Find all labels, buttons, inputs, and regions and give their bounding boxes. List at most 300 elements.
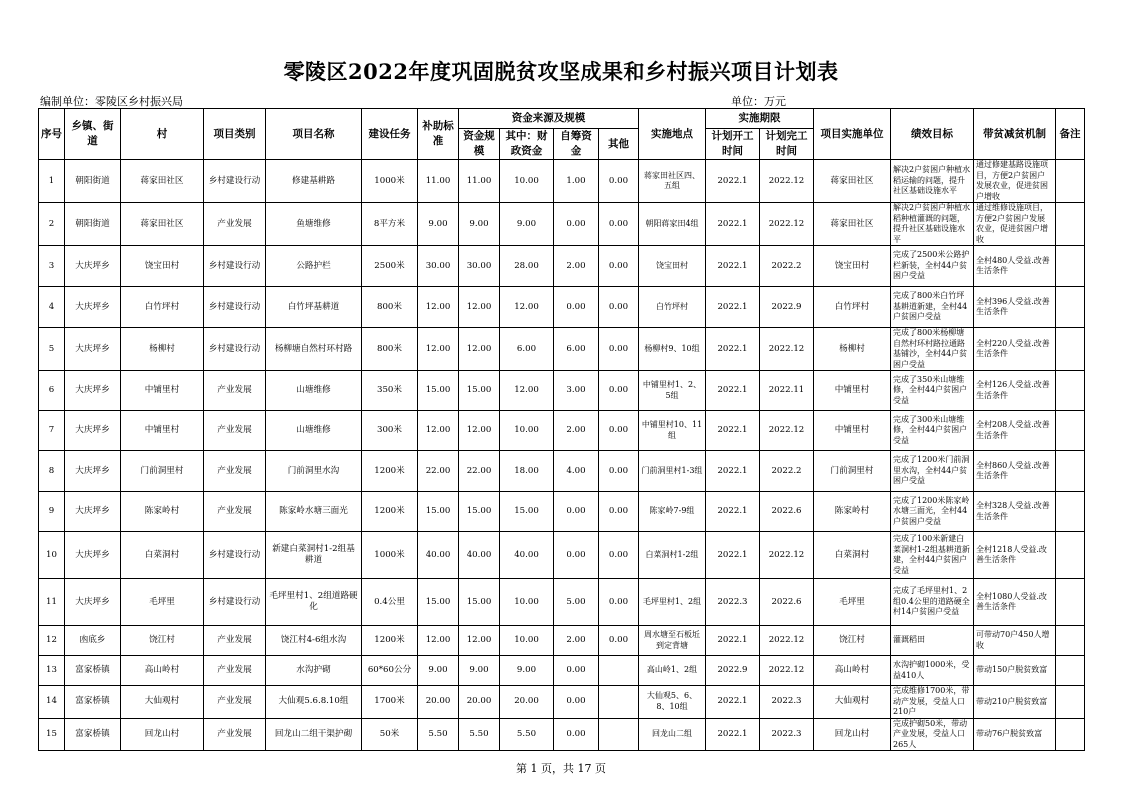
cell-fund-self: 2.00 bbox=[554, 626, 599, 656]
cell-site: 蒋家田社区四、五组 bbox=[639, 160, 706, 203]
cell-unit-impl: 蒋家田社区 bbox=[814, 203, 891, 246]
cell-fund-other bbox=[599, 656, 639, 686]
cell-end: 2022.12 bbox=[760, 328, 814, 371]
header-funds-group: 资金来源及规模 bbox=[459, 109, 639, 129]
cell-unit-impl: 陈家岭村 bbox=[814, 492, 891, 532]
cell-start: 2022.1 bbox=[706, 371, 760, 411]
cell-fund-fin: 10.00 bbox=[500, 579, 554, 626]
cell-name: 公路护栏 bbox=[266, 246, 362, 287]
cell-village: 陈家岭村 bbox=[121, 492, 204, 532]
table-row bbox=[39, 328, 1085, 371]
cell-fund-fin: 20.00 bbox=[500, 686, 554, 719]
cell-type: 乡村建设行动 bbox=[204, 160, 266, 203]
cell-site: 饶宝田村 bbox=[639, 246, 706, 287]
table-row bbox=[39, 492, 1085, 532]
page-title: 零陵区2022年度巩固脱贫攻坚成果和乡村振兴项目计划表 bbox=[283, 59, 839, 84]
cell-name: 毛坪里村1、2组道路硬化 bbox=[266, 579, 362, 626]
cell-fund-fin: 10.00 bbox=[500, 411, 554, 451]
cell-fund-self: 2.00 bbox=[554, 411, 599, 451]
cell-fund-total: 15.00 bbox=[459, 371, 500, 411]
header-fund-other: 其他 bbox=[599, 129, 639, 160]
cell-site: 大仙观5、6、8、10组 bbox=[639, 686, 706, 719]
cell-mech: 全村396人受益.改善生活条件 bbox=[974, 287, 1056, 328]
cell-task: 1700米 bbox=[362, 686, 418, 719]
cell-goal: 解决2户贫困户种植水稻运输的问题，提升社区基础设施水平 bbox=[891, 160, 974, 203]
cell-end: 2022.12 bbox=[760, 656, 814, 686]
cell-fund-self: 0.00 bbox=[554, 492, 599, 532]
cell-fund-total: 12.00 bbox=[459, 626, 500, 656]
cell-fund-total: 20.00 bbox=[459, 686, 500, 719]
cell-end: 2022.6 bbox=[760, 579, 814, 626]
cell-unit-impl: 高山岭村 bbox=[814, 656, 891, 686]
cell-fund-total: 9.00 bbox=[459, 656, 500, 686]
cell-name: 新建白菜洞村1-2组基耕道 bbox=[266, 532, 362, 579]
cell-task: 2500米 bbox=[362, 246, 418, 287]
cell-end: 2022.3 bbox=[760, 686, 814, 719]
cell-type: 乡村建设行动 bbox=[204, 287, 266, 328]
cell-goal: 完成了1200米陈家岭水塘三面光，全村44户贫困户受益 bbox=[891, 492, 974, 532]
cell-town: 大庆坪乡 bbox=[65, 532, 121, 579]
table-row bbox=[39, 451, 1085, 492]
cell-name: 陈家岭水塘三面光 bbox=[266, 492, 362, 532]
cell-fund-fin: 6.00 bbox=[500, 328, 554, 371]
table-row bbox=[39, 371, 1085, 411]
header-note: 备注 bbox=[1056, 109, 1085, 160]
cell-seq: 14 bbox=[39, 686, 65, 719]
table-row bbox=[39, 411, 1085, 451]
cell-note bbox=[1056, 579, 1085, 626]
cell-unit-impl: 蒋家田社区 bbox=[814, 160, 891, 203]
header-type: 项目类别 bbox=[204, 109, 266, 160]
cell-start: 2022.1 bbox=[706, 718, 760, 751]
header-site: 实施地点 bbox=[639, 109, 706, 160]
cell-village: 饶江村 bbox=[121, 626, 204, 656]
cell-name: 修建基耕路 bbox=[266, 160, 362, 203]
cell-start: 2022.1 bbox=[706, 532, 760, 579]
cell-fund-self: 6.00 bbox=[554, 328, 599, 371]
cell-start: 2022.1 bbox=[706, 626, 760, 656]
cell-fund-total: 11.00 bbox=[459, 160, 500, 203]
cell-fund-other bbox=[599, 718, 639, 751]
cell-subsidy: 9.00 bbox=[418, 656, 459, 686]
cell-fund-fin: 12.00 bbox=[500, 287, 554, 328]
cell-end: 2022.6 bbox=[760, 492, 814, 532]
cell-fund-self: 3.00 bbox=[554, 371, 599, 411]
cell-site: 中铺里村1、2、5组 bbox=[639, 371, 706, 411]
cell-fund-other: 0.00 bbox=[599, 287, 639, 328]
cell-task: 800米 bbox=[362, 287, 418, 328]
cell-goal: 完成了800米白竹坪基耕道新建，全村44户贫困户受益 bbox=[891, 287, 974, 328]
cell-end: 2022.2 bbox=[760, 451, 814, 492]
cell-fund-total: 5.50 bbox=[459, 718, 500, 751]
table-row bbox=[39, 656, 1085, 686]
cell-subsidy: 9.00 bbox=[418, 203, 459, 246]
cell-mech: 全村480人受益.改善生活条件 bbox=[974, 246, 1056, 287]
cell-end: 2022.12 bbox=[760, 626, 814, 656]
cell-unit-impl: 大仙观村 bbox=[814, 686, 891, 719]
cell-start: 2022.1 bbox=[706, 686, 760, 719]
cell-type: 产业发展 bbox=[204, 656, 266, 686]
cell-town: 朝阳街道 bbox=[65, 203, 121, 246]
cell-fund-self: 0.00 bbox=[554, 686, 599, 719]
cell-subsidy: 12.00 bbox=[418, 328, 459, 371]
cell-goal: 完成了300米山塘维修，全村44户贫困户受益 bbox=[891, 411, 974, 451]
cell-task: 350米 bbox=[362, 371, 418, 411]
cell-name: 杨柳塘自然村环村路 bbox=[266, 328, 362, 371]
cell-unit-impl: 毛坪里 bbox=[814, 579, 891, 626]
cell-fund-fin: 5.50 bbox=[500, 718, 554, 751]
cell-end: 2022.12 bbox=[760, 203, 814, 246]
cell-unit-impl: 中铺里村 bbox=[814, 411, 891, 451]
cell-village: 白竹坪村 bbox=[121, 287, 204, 328]
cell-subsidy: 15.00 bbox=[418, 492, 459, 532]
cell-fund-self: 0.00 bbox=[554, 287, 599, 328]
cell-village: 高山岭村 bbox=[121, 656, 204, 686]
cell-note bbox=[1056, 718, 1085, 751]
cell-type: 产业发展 bbox=[204, 371, 266, 411]
table-row bbox=[39, 203, 1085, 246]
cell-fund-other bbox=[599, 686, 639, 719]
cell-unit-impl: 门前洞里村 bbox=[814, 451, 891, 492]
cell-site: 高山岭1、2组 bbox=[639, 656, 706, 686]
header-goal: 绩效目标 bbox=[891, 109, 974, 160]
cell-town: 大庆坪乡 bbox=[65, 492, 121, 532]
table-row bbox=[39, 579, 1085, 626]
cell-unit-impl: 回龙山村 bbox=[814, 718, 891, 751]
cell-end: 2022.12 bbox=[760, 532, 814, 579]
header-start: 计划开工时间 bbox=[706, 129, 760, 160]
cell-village: 回龙山村 bbox=[121, 718, 204, 751]
header-mech: 带贫减贫机制 bbox=[974, 109, 1056, 160]
header-subsidy: 补助标准 bbox=[418, 109, 459, 160]
cell-note bbox=[1056, 492, 1085, 532]
header-village: 村 bbox=[121, 109, 204, 160]
cell-site: 毛坪里村1、2组 bbox=[639, 579, 706, 626]
cell-task: 1000米 bbox=[362, 532, 418, 579]
cell-site: 白菜洞村1-2组 bbox=[639, 532, 706, 579]
cell-subsidy: 5.50 bbox=[418, 718, 459, 751]
cell-note bbox=[1056, 411, 1085, 451]
cell-fund-total: 15.00 bbox=[459, 492, 500, 532]
cell-task: 300米 bbox=[362, 411, 418, 451]
cell-mech: 通过修建基路设施项目，方便2户贫困户发展农业，促进贫困户增收 bbox=[974, 160, 1056, 203]
cell-mech: 带动150户脱贫致富 bbox=[974, 656, 1056, 686]
cell-site: 白竹坪村 bbox=[639, 287, 706, 328]
cell-subsidy: 12.00 bbox=[418, 626, 459, 656]
cell-type: 产业发展 bbox=[204, 492, 266, 532]
header-fund-total: 资金规模 bbox=[459, 129, 500, 160]
cell-mech: 全村328人受益.改善生活条件 bbox=[974, 492, 1056, 532]
cell-village: 杨柳村 bbox=[121, 328, 204, 371]
cell-seq: 4 bbox=[39, 287, 65, 328]
cell-fund-other: 0.00 bbox=[599, 579, 639, 626]
cell-end: 2022.2 bbox=[760, 246, 814, 287]
cell-goal: 解决2户贫困户种植水稻种植灌溉的问题，提升社区基础设施水平 bbox=[891, 203, 974, 246]
cell-start: 2022.1 bbox=[706, 328, 760, 371]
cell-name: 鱼塘维修 bbox=[266, 203, 362, 246]
cell-mech: 全村860人受益.改善生活条件 bbox=[974, 451, 1056, 492]
cell-fund-fin: 15.00 bbox=[500, 492, 554, 532]
cell-seq: 13 bbox=[39, 656, 65, 686]
cell-start: 2022.1 bbox=[706, 160, 760, 203]
cell-site: 朝阳蒋家田4组 bbox=[639, 203, 706, 246]
cell-town: 富家桥镇 bbox=[65, 686, 121, 719]
cell-fund-self: 0.00 bbox=[554, 203, 599, 246]
cell-town: 富家桥镇 bbox=[65, 656, 121, 686]
cell-type: 乡村建设行动 bbox=[204, 328, 266, 371]
cell-goal: 完成了350米山塘维修，全村44户贫困户受益 bbox=[891, 371, 974, 411]
cell-fund-self: 4.00 bbox=[554, 451, 599, 492]
cell-site: 周水塘至石板坵到定背塘 bbox=[639, 626, 706, 656]
cell-subsidy: 11.00 bbox=[418, 160, 459, 203]
cell-mech: 全村220人受益.改善生活条件 bbox=[974, 328, 1056, 371]
cell-fund-self: 0.00 bbox=[554, 532, 599, 579]
cell-name: 饶江村4-6组水沟 bbox=[266, 626, 362, 656]
cell-seq: 6 bbox=[39, 371, 65, 411]
cell-type: 产业发展 bbox=[204, 718, 266, 751]
compiling-unit: 编制单位：零陵区乡村振兴局 bbox=[40, 95, 183, 108]
cell-end: 2022.12 bbox=[760, 411, 814, 451]
cell-fund-total: 30.00 bbox=[459, 246, 500, 287]
cell-fund-fin: 18.00 bbox=[500, 451, 554, 492]
cell-task: 1200米 bbox=[362, 626, 418, 656]
cell-seq: 5 bbox=[39, 328, 65, 371]
cell-end: 2022.3 bbox=[760, 718, 814, 751]
cell-town: 大庆坪乡 bbox=[65, 371, 121, 411]
cell-type: 产业发展 bbox=[204, 686, 266, 719]
cell-type: 产业发展 bbox=[204, 626, 266, 656]
cell-start: 2022.1 bbox=[706, 411, 760, 451]
cell-village: 蒋家田社区 bbox=[121, 203, 204, 246]
cell-town: 凼底乡 bbox=[65, 626, 121, 656]
cell-goal: 水沟护砌1000米，受益410人 bbox=[891, 656, 974, 686]
cell-start: 2022.1 bbox=[706, 492, 760, 532]
cell-unit-impl: 饶宝田村 bbox=[814, 246, 891, 287]
header-period-group: 实施期限 bbox=[706, 109, 814, 129]
cell-subsidy: 22.00 bbox=[418, 451, 459, 492]
header-fund-fin: 其中：财政资金 bbox=[500, 129, 554, 160]
header-task: 建设任务 bbox=[362, 109, 418, 160]
cell-task: 60*60公分 bbox=[362, 656, 418, 686]
header-seq: 序号 bbox=[39, 109, 65, 160]
cell-site: 门前洞里村1-3组 bbox=[639, 451, 706, 492]
cell-town: 大庆坪乡 bbox=[65, 246, 121, 287]
currency-unit: 单位：万元 bbox=[731, 95, 786, 108]
cell-town: 大庆坪乡 bbox=[65, 287, 121, 328]
cell-village: 蒋家田社区 bbox=[121, 160, 204, 203]
cell-fund-other: 0.00 bbox=[599, 492, 639, 532]
table-row bbox=[39, 718, 1085, 751]
cell-type: 产业发展 bbox=[204, 451, 266, 492]
cell-town: 富家桥镇 bbox=[65, 718, 121, 751]
cell-subsidy: 20.00 bbox=[418, 686, 459, 719]
cell-name: 白竹坪基耕道 bbox=[266, 287, 362, 328]
cell-subsidy: 30.00 bbox=[418, 246, 459, 287]
table-row bbox=[39, 686, 1085, 719]
cell-site: 杨柳村9、10组 bbox=[639, 328, 706, 371]
cell-seq: 1 bbox=[39, 160, 65, 203]
cell-town: 大庆坪乡 bbox=[65, 411, 121, 451]
cell-fund-total: 40.00 bbox=[459, 532, 500, 579]
cell-type: 产业发展 bbox=[204, 203, 266, 246]
page-footer: 第 1 页，共 17 页 bbox=[516, 762, 606, 775]
cell-fund-total: 12.00 bbox=[459, 411, 500, 451]
cell-fund-self: 0.00 bbox=[554, 656, 599, 686]
cell-goal: 完成了800米杨柳塘自然村环村路拉通路基铺沙，全村44户贫困户受益 bbox=[891, 328, 974, 371]
project-plan-table bbox=[38, 108, 1085, 751]
cell-end: 2022.9 bbox=[760, 287, 814, 328]
cell-fund-self: 5.00 bbox=[554, 579, 599, 626]
cell-name: 回龙山二组干渠护砌 bbox=[266, 718, 362, 751]
cell-mech: 带动76户脱贫致富 bbox=[974, 718, 1056, 751]
cell-village: 中铺里村 bbox=[121, 411, 204, 451]
cell-fund-fin: 9.00 bbox=[500, 203, 554, 246]
cell-note bbox=[1056, 246, 1085, 287]
cell-seq: 15 bbox=[39, 718, 65, 751]
cell-name: 山塘维修 bbox=[266, 371, 362, 411]
cell-start: 2022.9 bbox=[706, 656, 760, 686]
cell-fund-other: 0.00 bbox=[599, 411, 639, 451]
cell-village: 饶宝田村 bbox=[121, 246, 204, 287]
cell-goal: 完成了100米新建白菜洞村1-2组基耕道新建，全村44户贫困户受益 bbox=[891, 532, 974, 579]
header-name: 项目名称 bbox=[266, 109, 362, 160]
cell-task: 0.4公里 bbox=[362, 579, 418, 626]
cell-start: 2022.1 bbox=[706, 246, 760, 287]
cell-task: 800米 bbox=[362, 328, 418, 371]
cell-note bbox=[1056, 532, 1085, 579]
header-town: 乡镇、街道 bbox=[65, 109, 121, 160]
cell-type: 产业发展 bbox=[204, 411, 266, 451]
cell-task: 1200米 bbox=[362, 451, 418, 492]
cell-fund-total: 22.00 bbox=[459, 451, 500, 492]
cell-fund-other: 0.00 bbox=[599, 246, 639, 287]
cell-mech: 全村126人受益.改善生活条件 bbox=[974, 371, 1056, 411]
cell-fund-fin: 12.00 bbox=[500, 371, 554, 411]
cell-village: 大仙观村 bbox=[121, 686, 204, 719]
table-row bbox=[39, 287, 1085, 328]
cell-start: 2022.3 bbox=[706, 579, 760, 626]
cell-fund-self: 1.00 bbox=[554, 160, 599, 203]
cell-unit-impl: 白菜洞村 bbox=[814, 532, 891, 579]
cell-mech: 可带动70户450人增收 bbox=[974, 626, 1056, 656]
cell-end: 2022.11 bbox=[760, 371, 814, 411]
table-row bbox=[39, 160, 1085, 203]
cell-subsidy: 12.00 bbox=[418, 287, 459, 328]
cell-seq: 12 bbox=[39, 626, 65, 656]
cell-fund-fin: 10.00 bbox=[500, 626, 554, 656]
cell-site: 中铺里村10、11组 bbox=[639, 411, 706, 451]
cell-task: 50米 bbox=[362, 718, 418, 751]
cell-mech: 通过维修设施项目，方便2户贫困户发展农业，促进贫困户增收 bbox=[974, 203, 1056, 246]
cell-seq: 11 bbox=[39, 579, 65, 626]
cell-site: 陈家岭7-9组 bbox=[639, 492, 706, 532]
cell-fund-other: 0.00 bbox=[599, 371, 639, 411]
table-row bbox=[39, 532, 1085, 579]
cell-name: 门前洞里水沟 bbox=[266, 451, 362, 492]
cell-seq: 8 bbox=[39, 451, 65, 492]
cell-end: 2022.12 bbox=[760, 160, 814, 203]
cell-unit-impl: 杨柳村 bbox=[814, 328, 891, 371]
cell-seq: 3 bbox=[39, 246, 65, 287]
cell-fund-self: 2.00 bbox=[554, 246, 599, 287]
cell-seq: 7 bbox=[39, 411, 65, 451]
cell-subsidy: 40.00 bbox=[418, 532, 459, 579]
cell-fund-fin: 9.00 bbox=[500, 656, 554, 686]
cell-fund-other: 0.00 bbox=[599, 626, 639, 656]
table-row bbox=[39, 626, 1085, 656]
cell-name: 大仙观5.6.8.10组 bbox=[266, 686, 362, 719]
cell-subsidy: 15.00 bbox=[418, 579, 459, 626]
cell-goal: 完成了2500米公路护栏新装，全村44户贫困户受益 bbox=[891, 246, 974, 287]
cell-type: 乡村建设行动 bbox=[204, 579, 266, 626]
cell-fund-self: 0.00 bbox=[554, 718, 599, 751]
cell-note bbox=[1056, 686, 1085, 719]
cell-village: 门前洞里村 bbox=[121, 451, 204, 492]
cell-task: 1200米 bbox=[362, 492, 418, 532]
cell-village: 毛坪里 bbox=[121, 579, 204, 626]
cell-goal: 完成维修1700米，带动产发展，受益人口210户 bbox=[891, 686, 974, 719]
cell-fund-total: 12.00 bbox=[459, 287, 500, 328]
cell-town: 朝阳街道 bbox=[65, 160, 121, 203]
header-end: 计划完工时间 bbox=[760, 129, 814, 160]
header-fund-self: 自筹资金 bbox=[554, 129, 599, 160]
cell-fund-fin: 10.00 bbox=[500, 160, 554, 203]
cell-fund-fin: 28.00 bbox=[500, 246, 554, 287]
cell-start: 2022.1 bbox=[706, 287, 760, 328]
cell-note bbox=[1056, 160, 1085, 203]
cell-fund-other: 0.00 bbox=[599, 532, 639, 579]
cell-seq: 10 bbox=[39, 532, 65, 579]
cell-fund-total: 12.00 bbox=[459, 328, 500, 371]
cell-site: 回龙山二组 bbox=[639, 718, 706, 751]
cell-start: 2022.1 bbox=[706, 203, 760, 246]
cell-village: 白菜洞村 bbox=[121, 532, 204, 579]
cell-subsidy: 15.00 bbox=[418, 371, 459, 411]
header-unit-impl: 项目实施单位 bbox=[814, 109, 891, 160]
cell-note bbox=[1056, 451, 1085, 492]
cell-fund-other: 0.00 bbox=[599, 203, 639, 246]
cell-mech: 全村1080人受益.改善生活条件 bbox=[974, 579, 1056, 626]
cell-seq: 9 bbox=[39, 492, 65, 532]
cell-goal: 完成护砌50米，带动产业发展，受益人口265人 bbox=[891, 718, 974, 751]
cell-task: 8平方米 bbox=[362, 203, 418, 246]
cell-mech: 全村1218人受益.改善生活条件 bbox=[974, 532, 1056, 579]
cell-village: 中铺里村 bbox=[121, 371, 204, 411]
cell-fund-total: 15.00 bbox=[459, 579, 500, 626]
cell-unit-impl: 中铺里村 bbox=[814, 371, 891, 411]
cell-goal: 灌溉稻田 bbox=[891, 626, 974, 656]
cell-seq: 2 bbox=[39, 203, 65, 246]
cell-town: 大庆坪乡 bbox=[65, 451, 121, 492]
cell-fund-fin: 40.00 bbox=[500, 532, 554, 579]
cell-note bbox=[1056, 287, 1085, 328]
cell-fund-other: 0.00 bbox=[599, 451, 639, 492]
cell-goal: 完成了1200米门前洞里水沟，全村44户贫困户受益 bbox=[891, 451, 974, 492]
cell-note bbox=[1056, 203, 1085, 246]
cell-name: 水沟护砌 bbox=[266, 656, 362, 686]
cell-fund-total: 9.00 bbox=[459, 203, 500, 246]
cell-task: 1000米 bbox=[362, 160, 418, 203]
cell-name: 山塘维修 bbox=[266, 411, 362, 451]
cell-type: 乡村建设行动 bbox=[204, 532, 266, 579]
cell-town: 大庆坪乡 bbox=[65, 579, 121, 626]
cell-note bbox=[1056, 626, 1085, 656]
cell-town: 大庆坪乡 bbox=[65, 328, 121, 371]
cell-fund-other: 0.00 bbox=[599, 160, 639, 203]
cell-unit-impl: 饶江村 bbox=[814, 626, 891, 656]
cell-note bbox=[1056, 656, 1085, 686]
table-row bbox=[39, 246, 1085, 287]
